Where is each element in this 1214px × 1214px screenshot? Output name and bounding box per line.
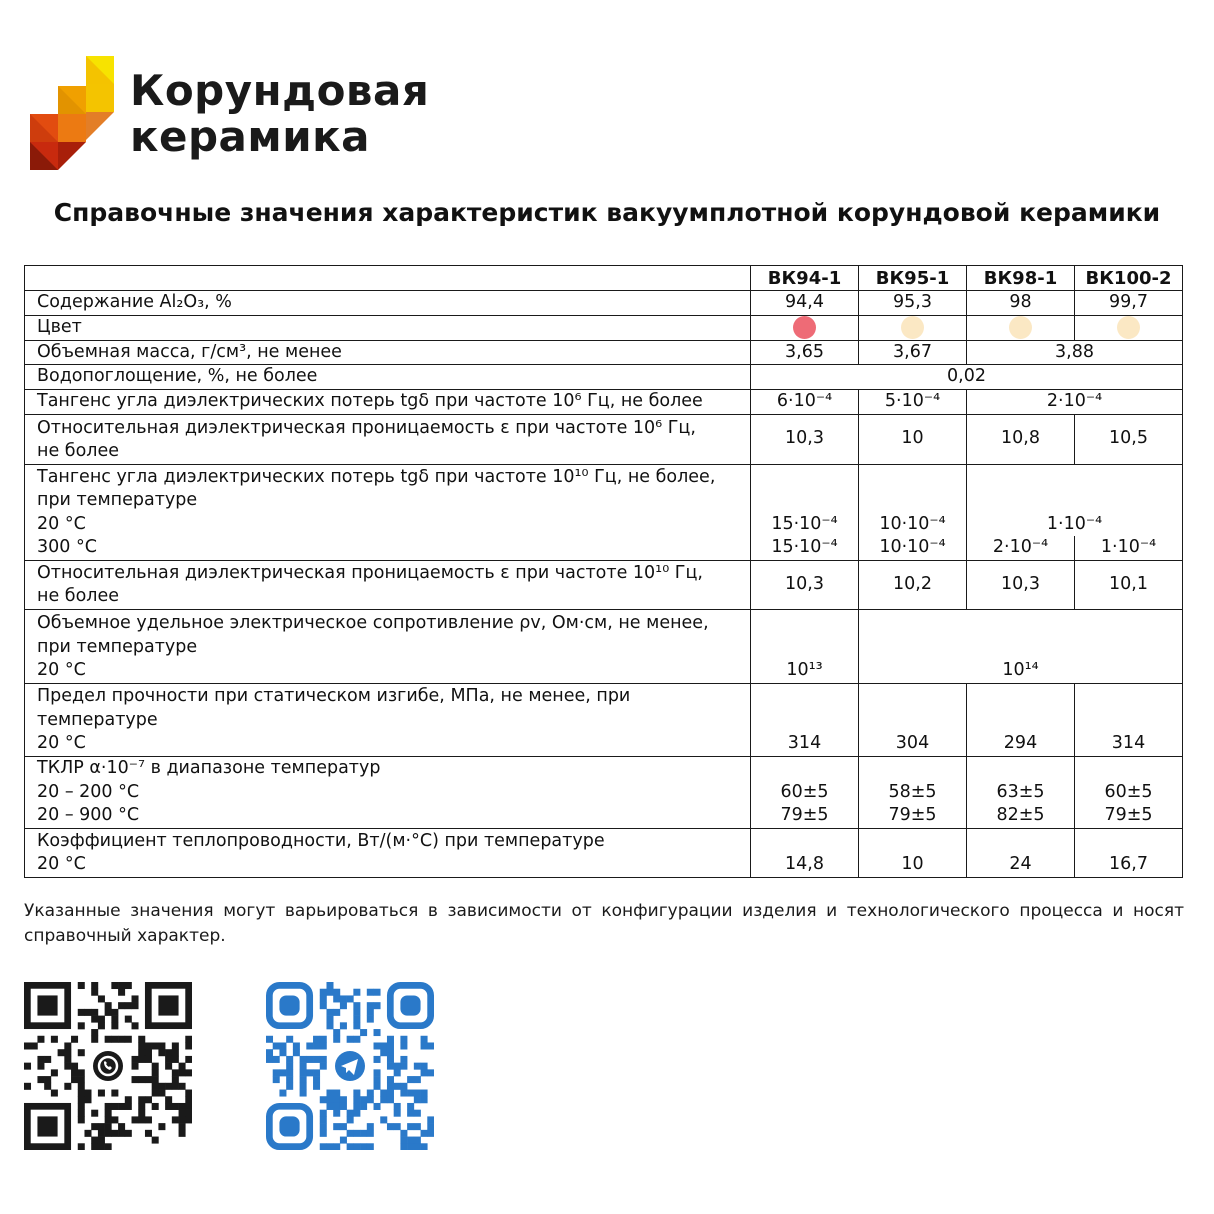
- brand-name-line2: керамика: [130, 112, 371, 161]
- row-label-al2o3: Содержание Al₂O₃, %: [25, 291, 751, 316]
- cell-value: 60±5 79±5: [1075, 756, 1183, 828]
- qr-finder-pattern: [27, 1106, 67, 1146]
- table-row: [25, 560, 1183, 609]
- row-label-water: Водопоглощение, %, не более: [25, 365, 751, 390]
- brand-name-line1: Корундовая: [130, 66, 430, 115]
- cell-value: 24: [967, 828, 1075, 877]
- color-swatch: [1117, 316, 1140, 339]
- cell-value: 10¹³: [751, 609, 859, 683]
- qr-finder-pattern: [148, 985, 188, 1025]
- table-row: [25, 609, 1183, 683]
- row-label-strength: Предел прочности при статическом изгибе, МПа, не менее, при температуре 20 °С: [25, 683, 751, 756]
- cell-value: 10,1: [1075, 560, 1183, 609]
- table-row: [25, 414, 1183, 464]
- cell-value: 1·10⁻⁴: [1074, 536, 1182, 560]
- row-label-eps6: Относительная диэлектрическая проницаемость ε при частоте 10⁶ Гц, не более: [25, 414, 751, 464]
- cell-value: 10,2: [859, 560, 967, 609]
- row-label-color: Цвет: [25, 315, 751, 340]
- row-label-thermal: Коэффициент теплопроводности, Вт/(м·°С) при температуре 20 °С: [25, 828, 751, 877]
- whatsapp-icon: [93, 1051, 123, 1081]
- cell-value: 14,8: [751, 828, 859, 877]
- color-swatch: [793, 316, 816, 339]
- cell-value: 314: [751, 683, 859, 756]
- qr-code-left-graphic: [24, 982, 192, 1150]
- cell-value-group: [967, 464, 1183, 560]
- row-label-tan10: Тангенс угла диэлектрических потерь tgδ при частоте 10¹⁰ Гц, не более, при температуре 20 °С 300 °С: [25, 464, 751, 560]
- cell-value: 10,3: [967, 560, 1075, 609]
- cell-value: 16,7: [1075, 828, 1183, 877]
- qr-code-whatsapp[interactable]: [24, 982, 192, 1150]
- header-vk100: ВК100-2: [1075, 266, 1183, 291]
- cell-value: 1·10⁻⁴: [1046, 513, 1103, 534]
- header-vk95: ВК95-1: [859, 266, 967, 291]
- qr-finder-pattern: [390, 985, 430, 1025]
- table-row: [25, 365, 1183, 390]
- qr-finder-pattern: [269, 1106, 309, 1146]
- cell-value: 10·10⁻⁴ 10·10⁻⁴: [859, 464, 967, 560]
- cell-value: 10,3: [751, 560, 859, 609]
- cell-value: 15·10⁻⁴ 15·10⁻⁴: [751, 464, 859, 560]
- cell-value: 10,5: [1075, 414, 1183, 464]
- row-label-density: Объемная масса, г/см³, не менее: [25, 340, 751, 365]
- cell-value: 10,8: [967, 414, 1075, 464]
- cell-value: 99,7: [1075, 291, 1183, 316]
- cell-value: 5·10⁻⁴: [859, 389, 967, 414]
- cell-value: 2·10⁻⁴: [992, 537, 1049, 557]
- spec-table: [24, 265, 1183, 878]
- cell-value: 3,65: [751, 340, 859, 365]
- table-row: [25, 389, 1183, 414]
- cell-value: 98: [967, 291, 1075, 316]
- table-row: [25, 683, 1183, 756]
- cell-value: 10¹⁴: [859, 609, 1183, 683]
- row-label-tklr: ТКЛР α·10⁻⁷ в диапазоне температур 20 – 200 °С 20 – 900 °С: [25, 756, 751, 828]
- qr-code-right-graphic: [266, 982, 434, 1150]
- telegram-icon: [335, 1051, 365, 1081]
- header-empty-cell: [25, 266, 751, 291]
- cell-value: 10: [859, 414, 967, 464]
- qr-code-telegram[interactable]: [266, 982, 434, 1150]
- cell-value: 10,3: [751, 414, 859, 464]
- table-row: [25, 291, 1183, 316]
- cell-value: 94,4: [751, 291, 859, 316]
- table-header-row: [25, 266, 1183, 291]
- table-row: [25, 756, 1183, 828]
- table-row: [25, 340, 1183, 365]
- header-vk94: ВК94-1: [751, 266, 859, 291]
- table-row: [25, 315, 1183, 340]
- color-swatch: [901, 316, 924, 339]
- row-label-tan6: Тангенс угла диэлектрических потерь tgδ при частоте 10⁶ Гц, не более: [25, 389, 751, 414]
- table-row: [25, 464, 1183, 560]
- header-vk98: ВК98-1: [967, 266, 1075, 291]
- cell-value: 3,88: [967, 340, 1183, 365]
- logo-mark: [24, 56, 120, 172]
- row-label-eps10: Относительная диэлектрическая проницаемость ε при частоте 10¹⁰ Гц, не более: [25, 560, 751, 609]
- table-row: [25, 828, 1183, 877]
- cell-value: 2·10⁻⁴: [967, 389, 1183, 414]
- cell-value: 63±5 82±5: [967, 756, 1075, 828]
- cell-value: 6·10⁻⁴: [751, 389, 859, 414]
- cell-value: 58±5 79±5: [859, 756, 967, 828]
- cell-value: 95,3: [859, 291, 967, 316]
- cell-value: 10: [859, 828, 967, 877]
- brand-name: [130, 68, 429, 160]
- footnote: Указанные значения могут варьироваться в зависимости от конфигурации изделия и технологического процесса и носят справочный характер.: [24, 901, 1184, 946]
- cell-value: 314: [1075, 683, 1183, 756]
- page-title: Справочные значения характеристик вакуумплотной корундовой керамики: [53, 198, 1161, 227]
- cell-value: 0,02: [751, 365, 1183, 390]
- row-label-resistivity: Объемное удельное электрическое сопротивление ρv, Ом·см, не менее, при температуре 20 °С: [25, 609, 751, 683]
- cell-value: 304: [859, 683, 967, 756]
- cell-value: 60±5 79±5: [751, 756, 859, 828]
- color-swatch: [1009, 316, 1032, 339]
- qr-finder-pattern: [269, 985, 309, 1025]
- qr-finder-pattern: [27, 985, 67, 1025]
- cell-value: 294: [967, 683, 1075, 756]
- cell-value: 3,67: [859, 340, 967, 365]
